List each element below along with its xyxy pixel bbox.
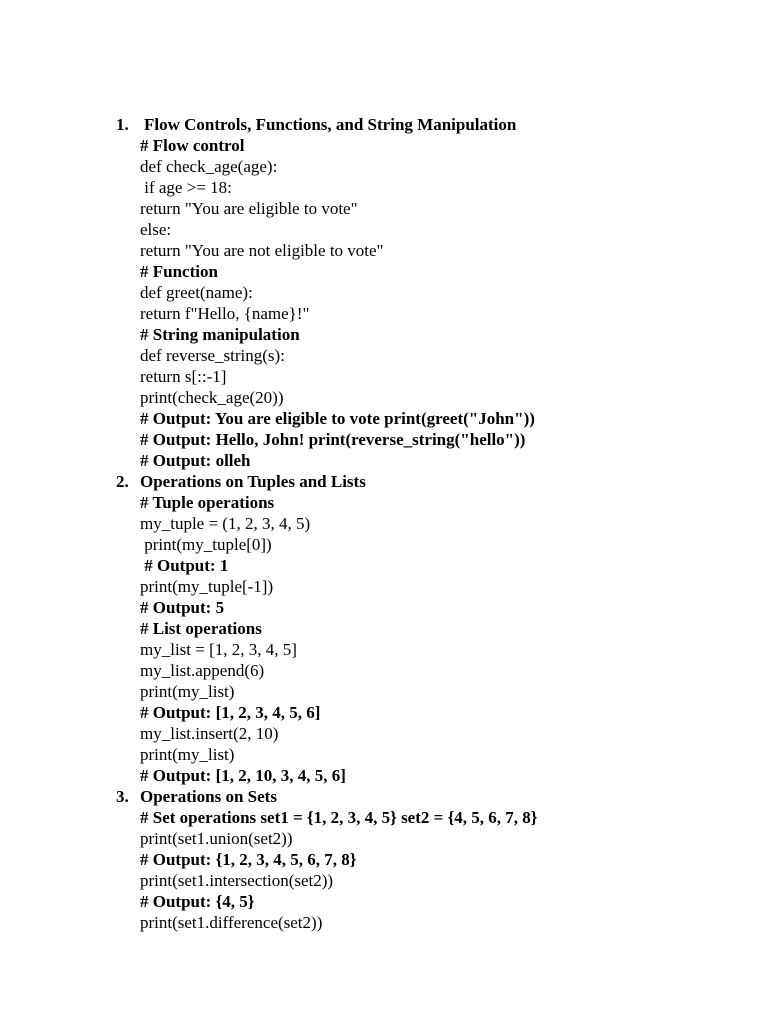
- code-line: return "You are not eligible to vote": [140, 241, 384, 260]
- code-line: print(check_age(20)): [140, 388, 284, 407]
- code-line: print(my_tuple[0]): [140, 535, 272, 554]
- code-comment-line: # Output: 5: [140, 598, 225, 617]
- code-line: print(my_list): [140, 682, 235, 701]
- code-line: else:: [140, 220, 172, 239]
- code-line: my_list.append(6): [140, 661, 265, 680]
- code-comment-line: # Output: Hello, John! print(reverse_string("hello")): [140, 430, 526, 449]
- code-comment-line: # Output: {4, 5}: [140, 892, 255, 911]
- code-line: return s[::-1]: [140, 367, 227, 386]
- code-line: print(my_list): [140, 745, 235, 764]
- code-line: print(set1.intersection(set2)): [140, 871, 334, 890]
- code-line: my_list.insert(2, 10): [140, 724, 279, 743]
- code-line: my_tuple = (1, 2, 3, 4, 5): [140, 514, 311, 533]
- code-line: print(set1.difference(set2)): [140, 913, 323, 932]
- code-line: def check_age(age):: [140, 157, 278, 176]
- code-comment-line: # Output: You are eligible to vote print(greet("John")): [140, 409, 535, 428]
- code-line: def greet(name):: [140, 283, 253, 302]
- section-number: 3.: [116, 787, 129, 806]
- code-comment-line: # Set operations set1 = {1, 2, 3, 4, 5} set2 = {4, 5, 6, 7, 8}: [140, 808, 538, 827]
- code-line: return f"Hello, {name}!": [140, 304, 310, 323]
- code-comment-line: # Output: {1, 2, 3, 4, 5, 6, 7, 8}: [140, 850, 357, 869]
- code-line: def reverse_string(s):: [140, 346, 285, 365]
- section-heading: Operations on Sets: [140, 787, 277, 806]
- code-comment-line: # Output: olleh: [140, 451, 251, 470]
- code-comment-line: # Tuple operations: [140, 493, 275, 512]
- code-comment-line: # Flow control: [140, 136, 245, 155]
- code-comment-line: # Output: [1, 2, 10, 3, 4, 5, 6]: [140, 766, 346, 785]
- code-line: my_list = [1, 2, 3, 4, 5]: [140, 640, 297, 659]
- section-number: 1.: [116, 115, 129, 134]
- code-line: if age >= 18:: [140, 178, 232, 197]
- section-number: 2.: [116, 472, 129, 491]
- code-line: return "You are eligible to vote": [140, 199, 358, 218]
- code-line: print(set1.union(set2)): [140, 829, 293, 848]
- section-heading: Operations on Tuples and Lists: [140, 472, 366, 491]
- code-comment-line: # Function: [140, 262, 218, 281]
- code-comment-line: # Output: [1, 2, 3, 4, 5, 6]: [140, 703, 321, 722]
- section-heading: Flow Controls, Functions, and String Manipulation: [144, 115, 517, 134]
- code-comment-line: # String manipulation: [140, 325, 300, 344]
- code-comment-line: # Output: 1: [140, 556, 229, 575]
- code-comment-line: # List operations: [140, 619, 262, 638]
- code-line: print(my_tuple[-1]): [140, 577, 274, 596]
